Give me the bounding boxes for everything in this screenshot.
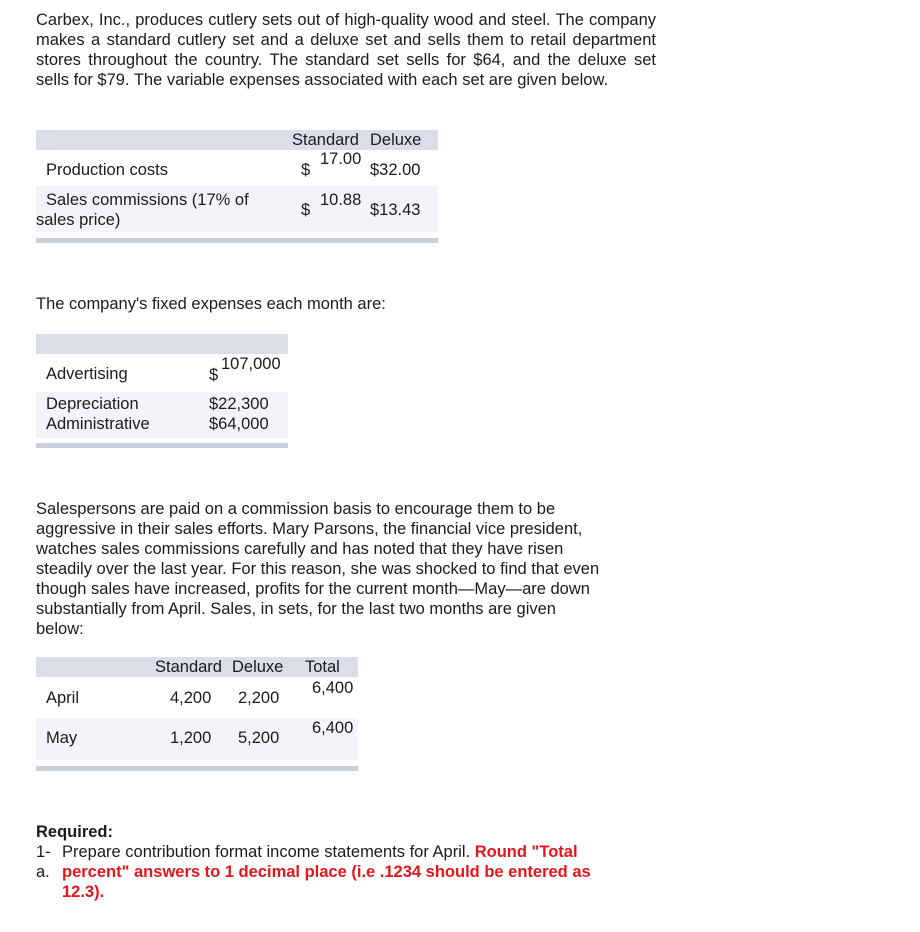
row-label-depreciation: Depreciation xyxy=(46,395,139,413)
april-total: 6,400 xyxy=(312,679,354,697)
col-header-deluxe: Deluxe xyxy=(370,131,422,149)
may-deluxe: 5,200 xyxy=(238,729,280,747)
sales-paragraph-line: aggressive in their sales efforts. Mary Parsons, the financial vice president, xyxy=(36,520,583,538)
required-instruction-text: Prepare contribution format income statements for April. xyxy=(62,843,471,861)
col-header-standard: Standard xyxy=(292,131,359,149)
sales-paragraph-line: below: xyxy=(36,620,84,638)
dollar-sign: $ xyxy=(209,366,219,384)
row-label-advertising: Advertising xyxy=(46,365,128,383)
april-deluxe: 2,200 xyxy=(238,689,280,707)
depreciation-value: $22,300 xyxy=(209,395,269,413)
row-label-administrative: Administrative xyxy=(46,415,150,433)
standard-production-cost: 17.00 xyxy=(320,150,362,168)
sales-paragraph-line: substantially from April. Sales, in sets, for the last two months are given xyxy=(36,600,556,618)
required-instruction xyxy=(62,842,578,862)
table-footer-bar xyxy=(36,238,438,243)
april-standard: 4,200 xyxy=(170,689,212,707)
required-item-number: 1- xyxy=(36,843,51,861)
deluxe-production-cost: $32.00 xyxy=(370,161,421,179)
required-item-letter: a. xyxy=(36,863,50,881)
row-label-may: May xyxy=(46,729,78,747)
sales-paragraph-line: Salespersons are paid on a commission basis to encourage them to be xyxy=(36,500,556,518)
sales-paragraph-line: steadily over the last year. For this reason, she was shocked to find that even xyxy=(36,560,600,578)
table-header-bar xyxy=(36,334,288,354)
sales-paragraph-line: watches sales commissions carefully and has noted that they have risen xyxy=(36,540,564,558)
dollar-sign: $ xyxy=(301,201,311,219)
row-label-sales-commissions: Sales commissions (17% of xyxy=(46,191,249,209)
col-header-standard: Standard xyxy=(155,658,222,676)
row-label-sales-commissions-cont: sales price) xyxy=(36,211,121,229)
col-header-deluxe: Deluxe xyxy=(232,658,284,676)
administrative-value: $64,000 xyxy=(209,415,269,433)
may-total: 6,400 xyxy=(312,719,354,737)
row-label-production-costs: Production costs xyxy=(46,161,168,179)
standard-sales-commission: 10.88 xyxy=(320,191,362,209)
sales-paragraph-line: though sales have increased, profits for the current month—May—are down xyxy=(36,580,590,598)
row-label-april: April xyxy=(46,689,80,707)
deluxe-sales-commission: $13.43 xyxy=(370,201,421,219)
intro-paragraph: Carbex, Inc., produces cutlery sets out of high-quality wood and steel. The company makes a standard cutlery set and a deluxe set and sells them to retail department stores throughout the country. The standard set sells for $64, and the deluxe set sells for $79. The variable expenses associated with each set are given below. xyxy=(36,11,656,89)
dollar-sign: $ xyxy=(301,161,311,179)
fixed-expenses-intro: The company's fixed expenses each month are: xyxy=(36,295,386,313)
table-footer-bar xyxy=(36,766,358,771)
rounding-note-end: 12.3). xyxy=(62,883,105,901)
rounding-note-cont: percent" answers to 1 decimal place (i.e .1234 should be entered as xyxy=(62,863,591,881)
may-standard: 1,200 xyxy=(170,729,212,747)
table-footer-bar xyxy=(36,443,288,448)
sales-paragraph xyxy=(36,499,599,639)
col-header-total: Total xyxy=(305,658,340,676)
required-heading: Required: xyxy=(36,823,114,841)
rounding-note: Round "Total xyxy=(474,843,578,861)
advertising-value: 107,000 xyxy=(221,355,281,373)
